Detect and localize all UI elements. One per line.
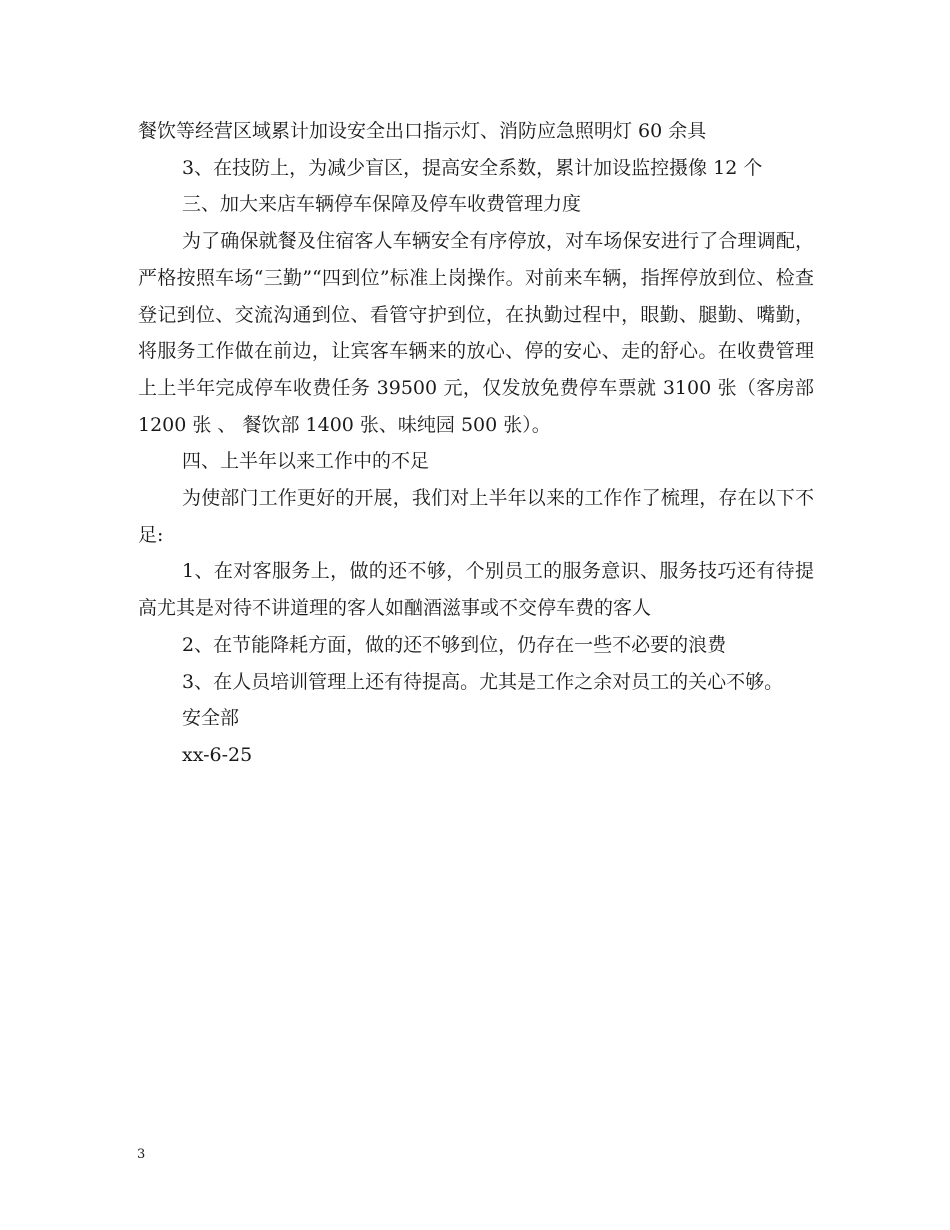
section-heading-parking: 三、加大来店车辆停车保障及停车收费管理力度 [182, 193, 582, 216]
document-body [138, 113, 814, 774]
signature-date: xx-6-25 [182, 743, 253, 766]
paragraph-shortcomings-intro: 为使部门工作更好的开展，我们对上半年以来的工作作了梳理，存在以下不足: [138, 487, 814, 546]
paragraph-shortcoming-energy: 2、在节能降耗方面，做的还不够到位，仍存在一些不必要的浪费 [182, 633, 727, 656]
paragraph-shortcoming-training: 3、在人员培训管理上还有待提高。尤其是工作之余对员工的关心不够。 [182, 670, 784, 693]
paragraph-shortcoming-service: 1、在对客服务上，做的还不够，个别员工的服务意识、服务技巧还有待提高尤其是对待不讲道理的客人如酗酒滋事或不交停车费的客人 [138, 560, 814, 620]
paragraph-exit-lights: 餐饮等经营区域累计加设安全出口指示灯、消防应急照明灯 60 余具 [138, 120, 707, 142]
paragraph-parking-management: 为了确保就餐及住宿客人车辆安全有序停放，对车场保安进行了合理调配，严格按照车场“三勤”“四到位”标准上岗操作。对前来车辆，指挥停放到位、检查登记到位、交流沟通到位、看管守护到位，在执勤过程中，眼勤、腿勤、嘴勤，将服务工作做在前边，让宾客车辆来的放心、停的安心、走的舒心。在收费管理上上半年完成停车收费任务 39500 元，仅发放免费停车票就 3100 张（客房部 1200 张 、 餐饮部 1400 张、味纯园 500 张）。 [138, 230, 814, 436]
signature-department: 安全部 [182, 707, 240, 730]
paragraph-cameras: 3、在技防上，为减少盲区，提高安全系数，累计加设监控摄像 12 个 [182, 156, 763, 179]
page-number: 3 [137, 1147, 146, 1162]
section-heading-shortcomings: 四、上半年以来工作中的不足 [182, 450, 430, 473]
